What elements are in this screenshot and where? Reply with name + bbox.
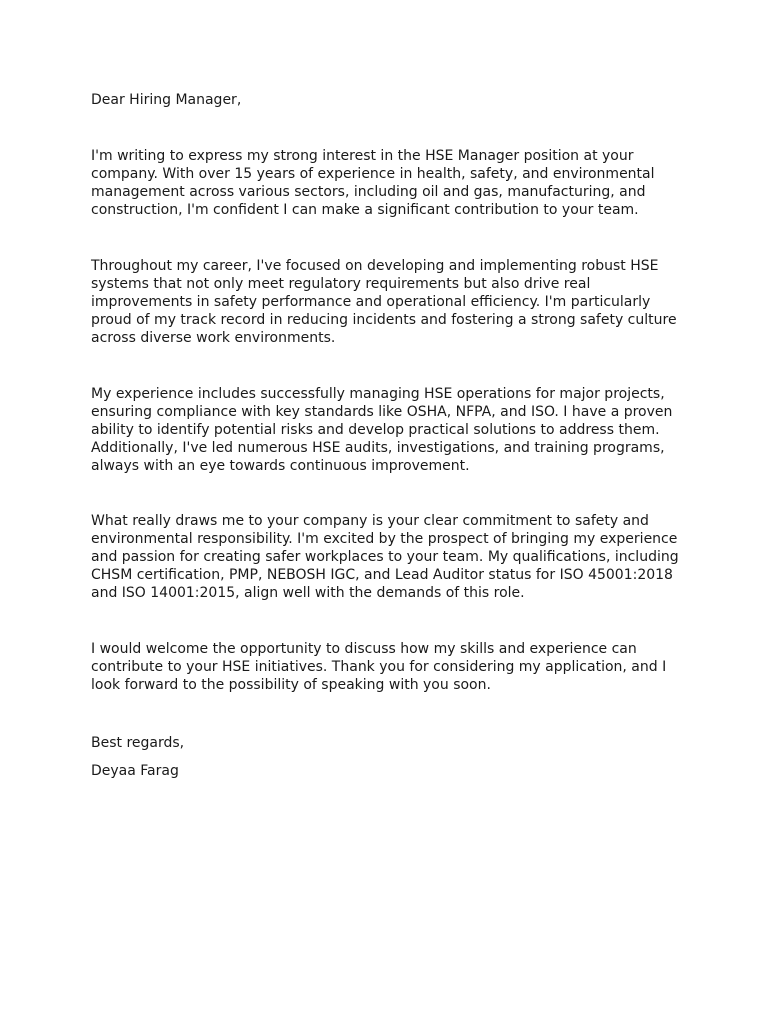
salutation: Dear Hiring Manager, — [91, 92, 242, 108]
paragraph-closing — [91, 641, 711, 695]
paragraph-line: What really draws me to your company is your clear commitment to safety and — [91, 513, 649, 529]
paragraph-line: I would welcome the opportunity to discuss how my skills and experience can — [91, 641, 637, 657]
paragraph-line: ability to identify potential risks and develop practical solutions to address them. — [91, 421, 660, 438]
paragraph-line: contribute to your HSE initiatives. Thank you for considering my application, and I — [91, 658, 667, 675]
paragraph-line: look forward to the possibility of speaking with you soon. — [91, 676, 491, 693]
paragraph-line: proud of my track record in reducing incidents and fostering a strong safety culture — [91, 311, 677, 328]
paragraph-line: systems that not only meet regulatory requirements but also drive real — [91, 275, 591, 292]
paragraph-line: company. With over 15 years of experience in health, safety, and environmental — [91, 165, 655, 182]
paragraph-line: My experience includes successfully managing HSE operations for major projects, — [91, 386, 665, 402]
paragraph-motivation — [91, 513, 711, 603]
paragraph-line: Throughout my career, I've focused on developing and implementing robust HSE — [91, 258, 659, 274]
paragraph-line: ensuring compliance with key standards like OSHA, NFPA, and ISO. I have a proven — [91, 403, 673, 420]
paragraph-line: CHSM certification, PMP, NEBOSH IGC, and Lead Auditor status for ISO 45001:2018 — [91, 566, 673, 583]
paragraph-line: environmental responsibility. I'm excited by the prospect of bringing my experience — [91, 530, 678, 547]
signature-name: Deyaa Farag — [91, 763, 179, 779]
paragraph-line: construction, I'm confident I can make a significant contribution to your team. — [91, 201, 639, 218]
paragraph-line: I'm writing to express my strong interest in the HSE Manager position at your — [91, 148, 634, 164]
paragraph-line: and passion for creating safer workplaces to your team. My qualifications, including — [91, 548, 679, 565]
closing-phrase: Best regards, — [91, 735, 185, 751]
paragraph-intro — [91, 148, 711, 220]
paragraph-line: across diverse work environments. — [91, 329, 336, 346]
paragraph-line: management across various sectors, including oil and gas, manufacturing, and — [91, 183, 646, 200]
paragraph-line: always with an eye towards continuous improvement. — [91, 457, 470, 474]
paragraph-career — [91, 258, 711, 348]
paragraph-line: Additionally, I've led numerous HSE audits, investigations, and training programs, — [91, 439, 665, 456]
paragraph-line: and ISO 14001:2015, align well with the demands of this role. — [91, 584, 525, 601]
paragraph-experience — [91, 386, 711, 476]
paragraph-line: improvements in safety performance and operational efficiency. I'm particularly — [91, 293, 651, 310]
